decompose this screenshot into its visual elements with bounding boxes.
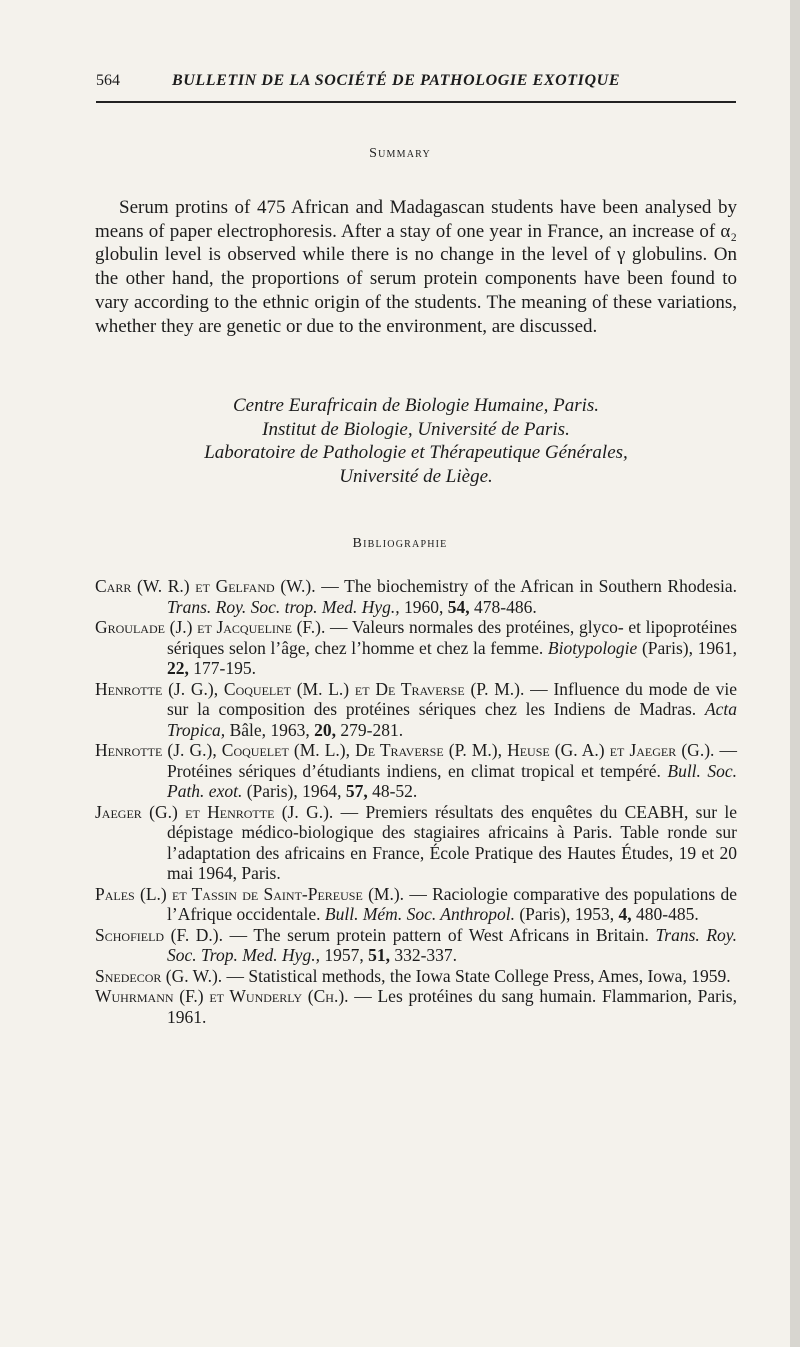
reference-authors: Schofield (F. D.). — (95, 924, 248, 945)
affiliation-line: Laboratoire de Pathologie et Thérapeutique Générales, (204, 442, 628, 463)
reference-authors: Pales (L.) et Tassin de Saint-Pereuse (M.). — (95, 883, 427, 904)
affiliation-line: Centre Eurafricain de Biologie Humaine, Paris. (232, 395, 600, 416)
reference-item (95, 740, 737, 802)
reference-title: The biochemistry of the African in Southern Rhodesia. (344, 576, 738, 596)
reference-year: (Paris), 1964, (246, 781, 342, 801)
reference-volume: 4, (618, 904, 632, 924)
bibliography-heading: Bibliographie (352, 536, 448, 551)
reference-year: (Paris), 1953, (519, 904, 615, 924)
summary-heading: Summary (369, 146, 431, 161)
reference-volume: 51, (368, 945, 390, 965)
reference-title: Protéines sériques d’étudiants indiens, en climat tropical et tempéré. (167, 760, 661, 781)
reference-item (95, 986, 737, 1027)
reference-title: The serum protein pattern of West Africans in Britain. (253, 924, 649, 945)
reference-item (95, 925, 737, 966)
affiliations (95, 394, 737, 488)
reference-year: 1960, (404, 596, 444, 617)
reference-authors: Henrotte (J. G.), Coquelet (M. L.), De Traverse (P. M.), Heuse (G. A.) et Jaeger (G.). — (95, 740, 737, 760)
reference-pages: 177-195. (193, 658, 256, 678)
reference-journal: Bull. Soc. Path. exot. (167, 760, 738, 801)
reference-journal: Trans. Roy. Soc. Trop. Med. Hyg., (167, 924, 737, 965)
reference-volume: 22, (167, 658, 189, 678)
reference-authors: Snedecor (G. W.). — (95, 965, 245, 986)
reference-year: Bâle, 1963, (229, 719, 310, 740)
reference-title: Les protéines du sang humain. Flammarion, Paris, 1961. (167, 986, 737, 1027)
header-rule (96, 101, 736, 103)
reference-title: Influence du mode de vie sur la composition des protéines sériques chez les Indiens de Madras. (167, 678, 737, 719)
reference-item (95, 966, 737, 987)
affiliation-line: Université de Liège. (339, 465, 493, 487)
reference-pages: 478-486. (474, 596, 537, 617)
reference-journal: Acta Tropica, (167, 699, 738, 740)
reference-journal: Biotypologie (547, 637, 638, 658)
running-header (96, 72, 736, 96)
reference-authors: Groulade (J.) et Jacqueline (F.). — (95, 617, 348, 637)
reference-pages: 48-52. (372, 781, 418, 801)
reference-item (95, 576, 737, 617)
journal-title: BULLETIN DE LA SOCIÉTÉ DE PATHOLOGIE EXOTIQUE (172, 72, 621, 89)
reference-list (95, 576, 737, 1027)
reference-item (95, 802, 737, 884)
reference-title: Raciologie comparative des populations de l’Afrique occidentale. (167, 883, 738, 924)
affiliation-line: Institut de Biologie, Université de Paris. (262, 418, 570, 440)
reference-title: Valeurs normales des protéines, glyco- et lipoprotéines sériques selon l’âge, chez l’homme et chez la femme. (167, 617, 738, 658)
reference-item (95, 679, 737, 741)
reference-authors: Jaeger (G.) et Henrotte (J. G.). — (95, 801, 359, 822)
reference-volume: 20, (314, 719, 337, 740)
reference-title: Premiers résultats des enquêtes du CEABH, sur le dépistage médico-biologique des stagiaires africains à Paris. Table ronde sur l’adaptation des africains en France, École Pratique des Hautes Études, 19 et 20 mai 1964, Paris. (167, 801, 737, 883)
reference-authors: Carr (W. R.) et Gelfand (W.). — (95, 576, 339, 596)
reference-item (95, 884, 737, 925)
reference-journal: Bull. Mém. Soc. Anthropol. (324, 904, 515, 924)
reference-volume: 57, (345, 781, 368, 801)
reference-authors: Henrotte (J. G.), Coquelet (M. L.) et De Traverse (P. M.). — (95, 678, 548, 699)
reference-pages: 279-281. (340, 719, 404, 740)
reference-volume: 54, (447, 596, 470, 617)
reference-year: (Paris), 1961, (641, 637, 738, 658)
reference-pages: 480-485. (636, 904, 699, 924)
page-edge (790, 0, 800, 1347)
reference-pages: 332-337. (394, 945, 458, 965)
reference-title: Statistical methods, the Iowa State College Press, Ames, Iowa, 1959. (248, 965, 731, 986)
reference-year: 1957, (324, 945, 364, 965)
reference-journal: Trans. Roy. Soc. trop. Med. Hyg., (167, 596, 400, 617)
reference-item (95, 617, 737, 679)
summary-paragraph: Serum protins of 475 African and Madagascan students have been analysed by means of paper electrophoresis. After a stay of one year in France, an increase of α₂ globulin level is observed while there is no change in the level of γ globulins. On the other hand, the proportions of serum protein components have been found to vary according to the ethnic origin of the students. The meaning of these variations, whether they are genetic or due to the environment, are discussed. (95, 197, 737, 337)
reference-authors: Wuhrmann (F.) et Wunderly (Ch.). — (95, 986, 372, 1006)
page-number: 564 (96, 72, 120, 89)
